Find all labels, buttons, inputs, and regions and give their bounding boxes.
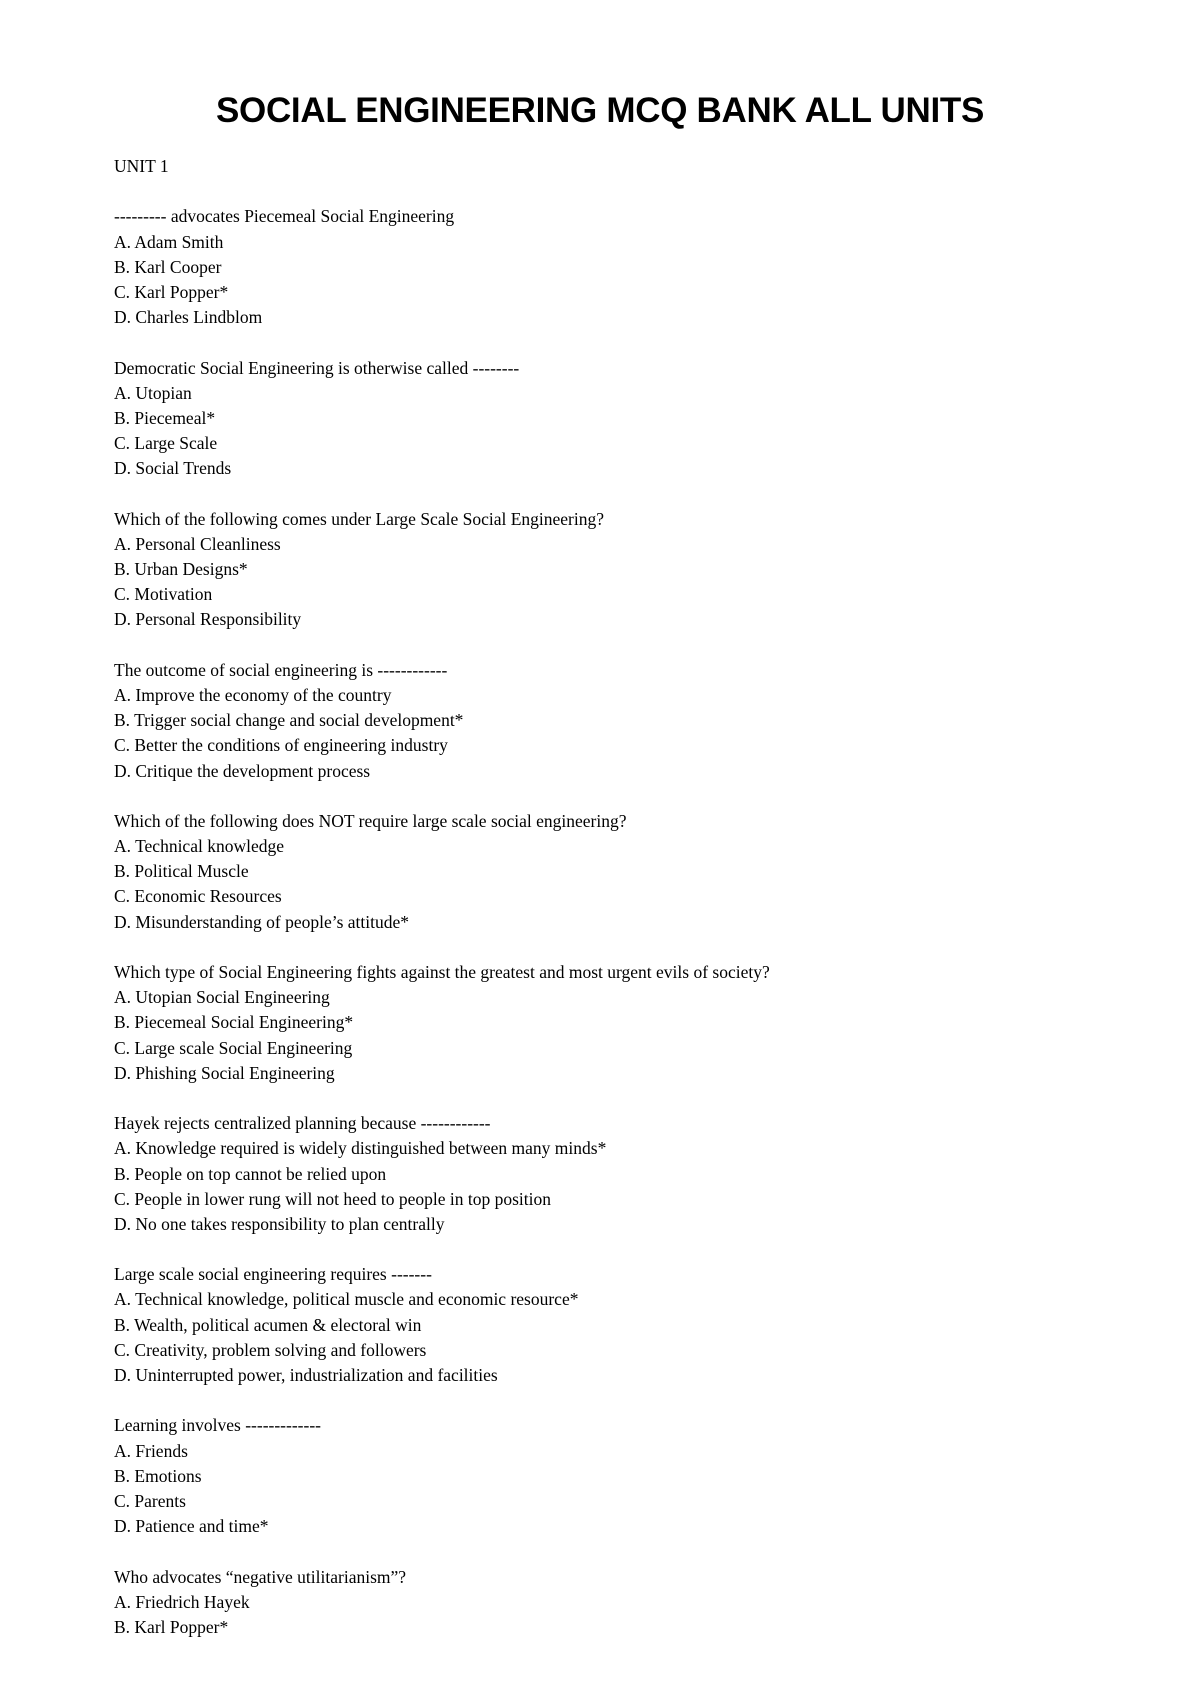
question-item [114,1111,1114,1237]
question-item [114,1413,1114,1539]
question-item [114,1262,1114,1388]
question-text: Learning involves ------------- [114,1415,321,1436]
answer-option: D. Uninterrupted power, industrialization and facilities [114,1365,498,1385]
question-text: Hayek rejects centralized planning because ------------ [114,1113,491,1134]
answer-option: A. Technical knowledge [114,836,284,857]
question-text: Which of the following comes under Large Scale Social Engineering? [114,508,604,529]
question-item [114,507,1114,633]
answer-option: A. Knowledge required is widely distinguished between many minds* [114,1138,607,1159]
answer-option: C. Better the conditions of engineering industry [114,735,448,756]
question-text: Large scale social engineering requires ------- [114,1264,432,1285]
answer-option: B. Karl Popper* [114,1616,229,1637]
question-text: Democratic Social Engineering is otherwise called -------- [114,357,520,378]
answer-option: B. Trigger social change and social development* [114,710,464,731]
answer-option: A. Improve the economy of the country [114,684,392,705]
answer-option: D. Patience and time* [114,1516,269,1537]
answer-option: A. Personal Cleanliness [114,533,281,554]
question-text: Which of the following does NOT require large scale social engineering? [114,810,627,831]
document-body [114,154,1114,1665]
answer-option: C. Large scale Social Engineering [114,1037,353,1058]
answer-option: A. Technical knowledge, political muscle and economic resource* [114,1289,579,1310]
answer-option: A. Utopian [114,382,192,403]
question-text: Who advocates “negative utilitarianism”? [114,1566,407,1587]
question-item [114,658,1114,784]
answer-option: B. Emotions [114,1465,202,1486]
answer-option: C. Economic Resources [114,886,282,907]
answer-option: D. Critique the development process [114,760,371,781]
answer-option: C. Motivation [114,584,213,605]
question-item [114,809,1114,935]
answer-option: C. Large Scale [114,433,218,454]
answer-option: A. Adam Smith [114,231,224,252]
question-text: --------- advocates Piecemeal Social Engineering [114,206,455,227]
question-text: The outcome of social engineering is ------------ [114,659,448,680]
answer-option: B. People on top cannot be relied upon [114,1163,387,1184]
answer-option: D. Misunderstanding of people’s attitude* [114,911,410,932]
document-title: SOCIAL ENGINEERING MCQ BANK ALL UNITS [215,91,984,130]
answer-option: A. Friedrich Hayek [114,1591,250,1612]
answer-option: B. Piecemeal Social Engineering* [114,1012,354,1033]
answer-option: D. Charles Lindblom [114,307,263,328]
answer-option: D. Social Trends [114,458,232,479]
answer-option: A. Utopian Social Engineering [114,987,330,1008]
answer-option: B. Political Muscle [114,861,249,882]
answer-option: B. Piecemeal* [114,407,216,428]
question-text: Which type of Social Engineering fights against the greatest and most urgent evils of society? [114,962,770,982]
answer-option: A. Friends [114,1440,188,1461]
answer-option: C. Creativity, problem solving and followers [114,1339,427,1360]
answer-option: D. No one takes responsibility to plan centrally [114,1213,445,1234]
question-item [114,960,1114,1086]
answer-option: D. Personal Responsibility [114,609,302,630]
answer-option: C. Karl Popper* [114,281,229,302]
question-item [114,1565,1114,1641]
answer-option: C. People in lower rung will not heed to people in top position [114,1188,551,1209]
answer-option: B. Wealth, political acumen & electoral win [114,1314,422,1335]
unit-label: UNIT 1 [114,156,169,176]
question-item [114,204,1114,330]
answer-option: C. Parents [114,1490,186,1511]
answer-option: D. Phishing Social Engineering [114,1062,335,1083]
answer-option: B. Urban Designs* [114,559,248,579]
question-item [114,356,1114,482]
question-list [114,204,1114,1640]
answer-option: B. Karl Cooper [114,256,222,277]
